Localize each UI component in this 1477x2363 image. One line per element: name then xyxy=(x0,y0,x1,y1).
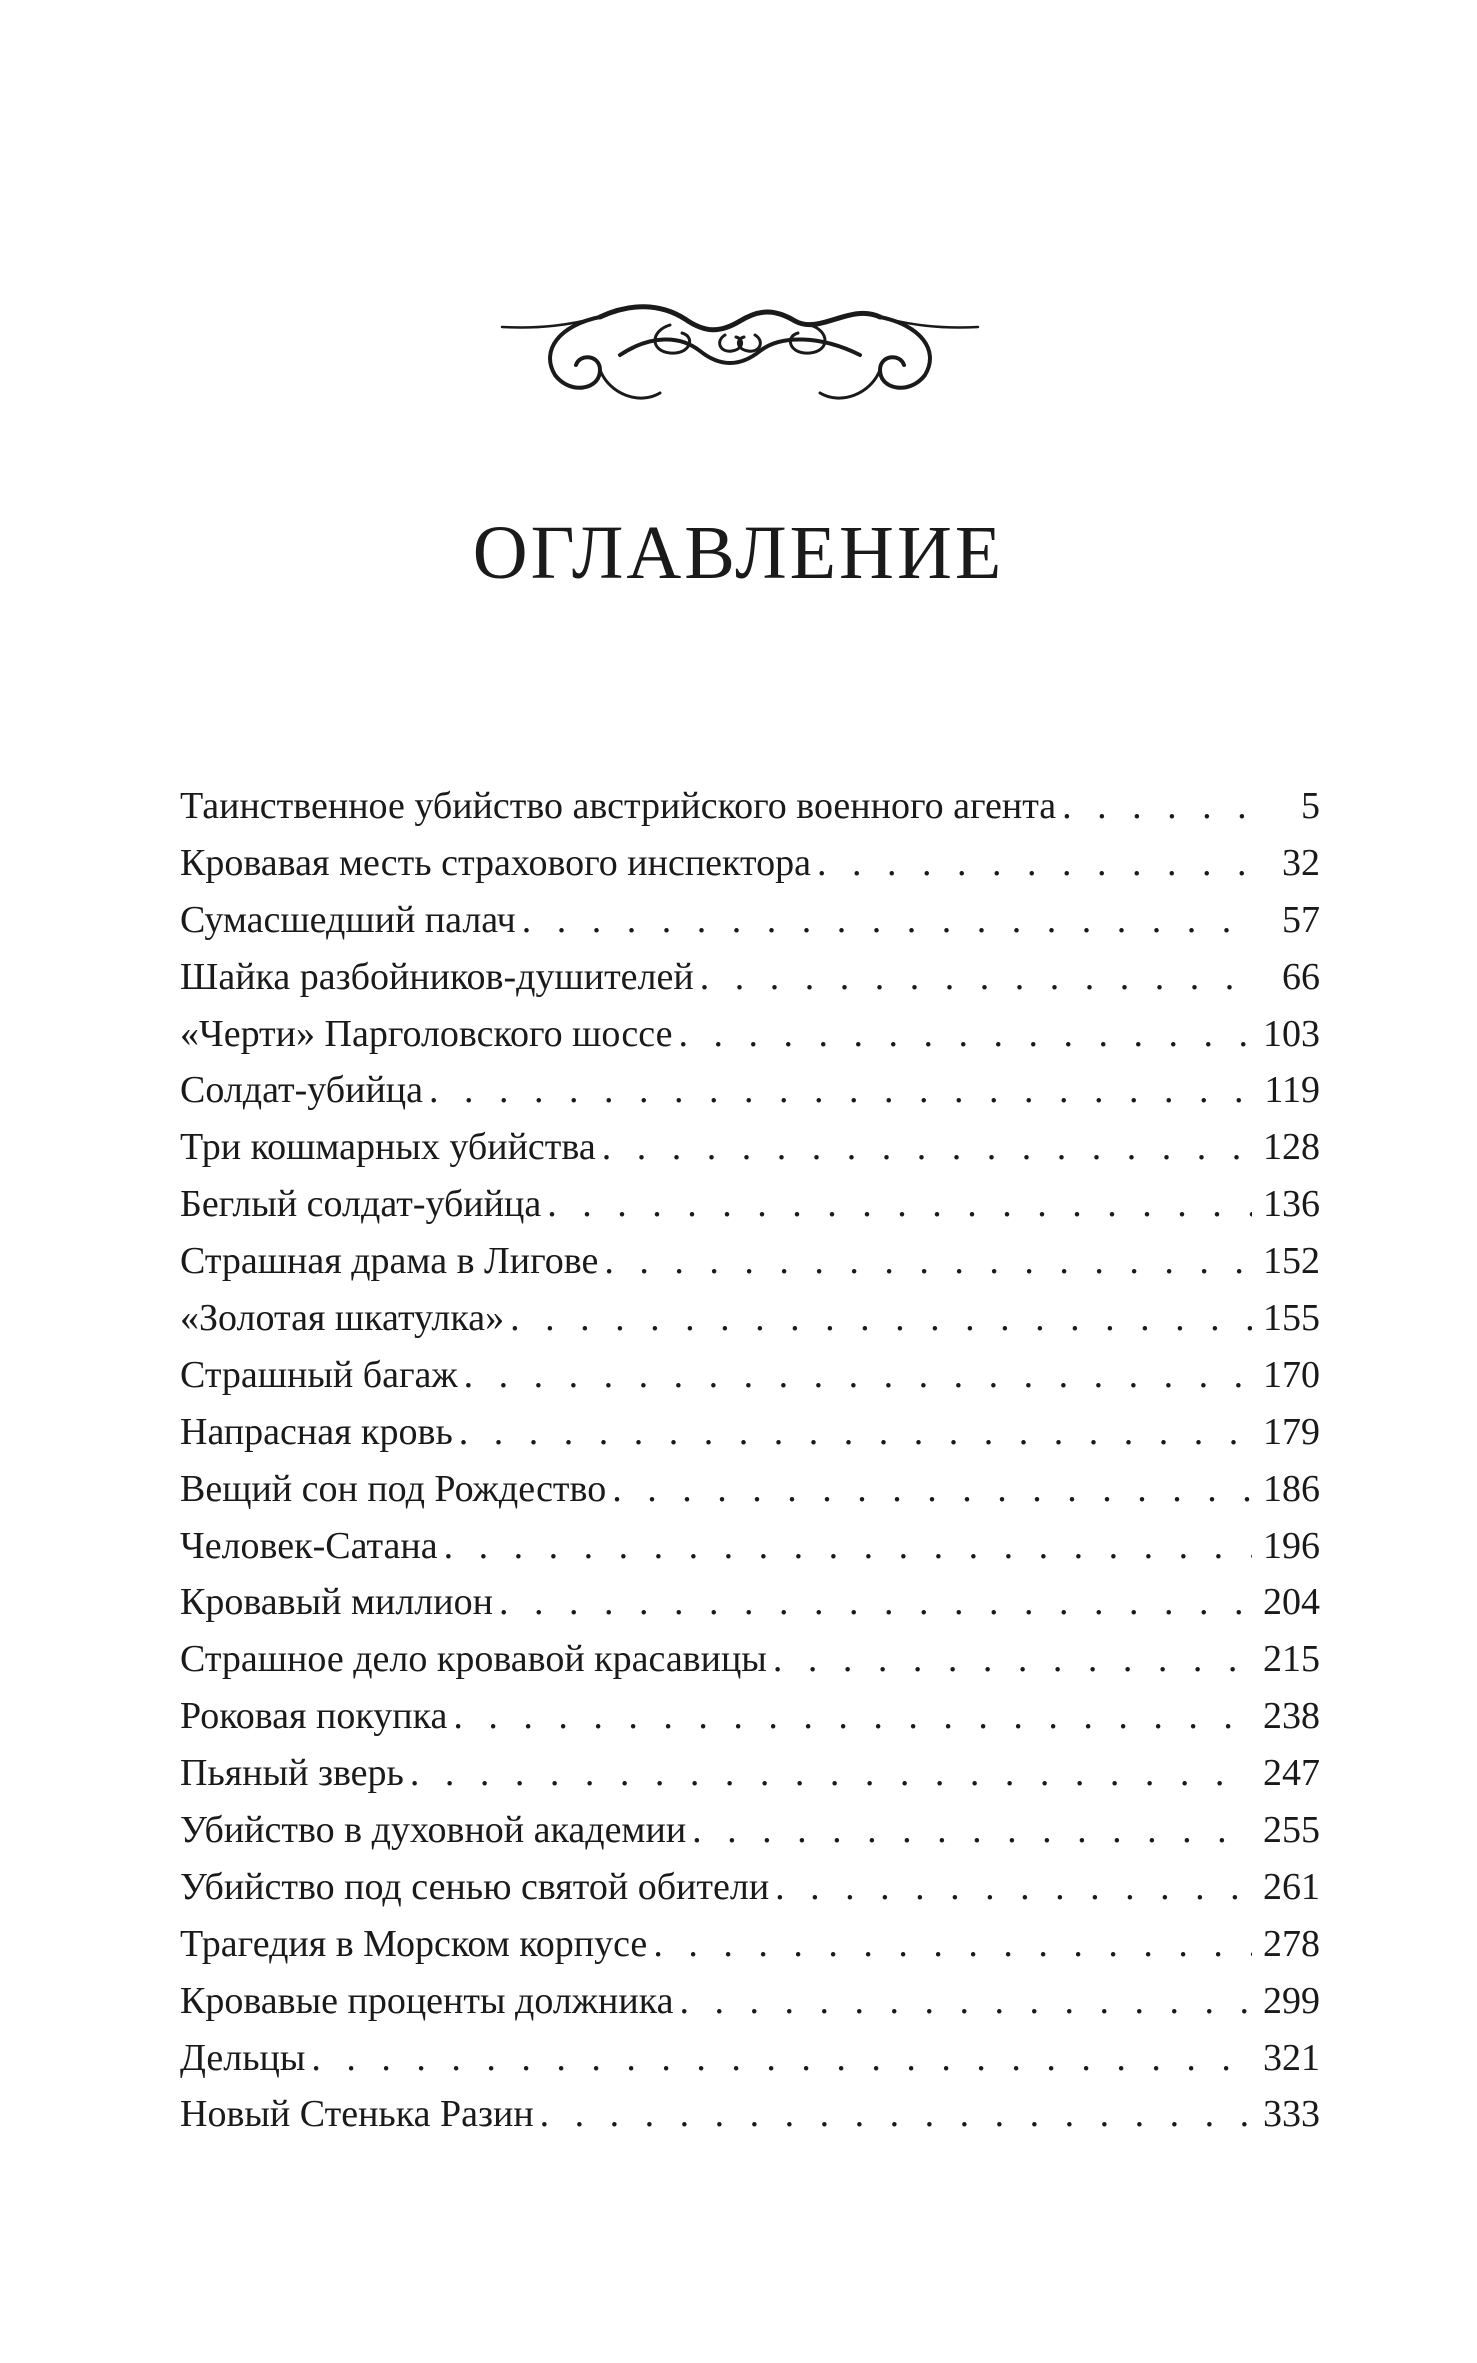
toc-entry xyxy=(180,1688,1320,1745)
toc-entry-page-number: 299 xyxy=(1263,1979,1320,2022)
toc-entry xyxy=(180,1745,1320,1802)
toc-leader-dots xyxy=(602,1119,1252,1176)
toc-leader-dots xyxy=(459,1404,1252,1461)
toc-entry xyxy=(180,949,1320,1006)
toc-entry xyxy=(180,1461,1320,1518)
toc-entry-page-number: 128 xyxy=(1263,1126,1320,1169)
toc-entry-page-number: 32 xyxy=(1282,841,1320,884)
toc-entry xyxy=(180,1518,1320,1575)
toc-leader-dots xyxy=(700,949,1252,1006)
toc-leader-dots xyxy=(773,1631,1252,1688)
toc-entry-title: Страшное дело кровавой красавицы xyxy=(180,1638,767,1681)
toc-entry xyxy=(180,1347,1320,1404)
toc-entry xyxy=(180,1802,1320,1859)
toc-entry-title: Солдат-убийца xyxy=(180,1069,423,1112)
toc-entry-page-number: 136 xyxy=(1263,1183,1320,1226)
toc-entry-page-number: 103 xyxy=(1263,1012,1320,1055)
toc-entry-title: Шайка разбойников-душителей xyxy=(180,955,694,998)
toc-leader-dots xyxy=(429,1062,1252,1119)
toc-entry-page-number: 247 xyxy=(1263,1752,1320,1795)
toc-leader-dots xyxy=(522,892,1252,949)
toc-entry-title: Кровавая месть страхового инспектора xyxy=(180,841,811,884)
toc-entry xyxy=(180,1233,1320,1290)
toc-entry-title: Новый Стенька Разин xyxy=(180,2093,534,2136)
flourish-ornament-icon xyxy=(500,295,980,435)
toc-entry-title: Пьяный зверь xyxy=(180,1752,404,1795)
toc-entry-title: Вещий сон под Рождество xyxy=(180,1467,607,1510)
toc-leader-dots xyxy=(547,1176,1252,1233)
toc-entry xyxy=(180,1404,1320,1461)
page-title: ОГЛАВЛЕНИЕ xyxy=(472,511,1005,595)
toc-entry xyxy=(180,1176,1320,1233)
toc-entry xyxy=(180,1916,1320,1973)
toc-leader-dots xyxy=(499,1574,1252,1631)
toc-entry-title: Кровавые проценты должника xyxy=(180,1979,674,2022)
toc-entry xyxy=(180,1973,1320,2030)
toc-entry xyxy=(180,835,1320,892)
toc-entry-page-number: 57 xyxy=(1282,898,1320,941)
toc-entry-title: Сумасшедший палач xyxy=(180,898,516,941)
toc-entry-page-number: 66 xyxy=(1282,955,1320,998)
toc-entry-title: Дельцы xyxy=(180,2036,306,2079)
toc-leader-dots xyxy=(1062,778,1252,835)
toc-entry-page-number: 5 xyxy=(1301,785,1320,827)
toc-entry-page-number: 170 xyxy=(1263,1353,1320,1396)
toc-leader-dots xyxy=(311,2030,1252,2087)
toc-entry-title: Страшная драма в Лигове xyxy=(180,1240,599,1283)
toc-entry-title: Три кошмарных убийства xyxy=(180,1126,596,1169)
toc-leader-dots xyxy=(540,2086,1252,2143)
toc-entry-title: Убийство под сенью святой обители xyxy=(180,1865,770,1908)
toc-entry xyxy=(180,1859,1320,1916)
table-of-contents xyxy=(180,778,1320,2143)
toc-entry-page-number: 238 xyxy=(1263,1695,1320,1738)
toc-entry-page-number: 215 xyxy=(1263,1638,1320,1681)
toc-entry-page-number: 155 xyxy=(1263,1297,1320,1340)
toc-leader-dots xyxy=(679,1973,1252,2030)
toc-leader-dots xyxy=(692,1802,1252,1859)
toc-entry-page-number: 179 xyxy=(1263,1410,1320,1453)
toc-entry-page-number: 255 xyxy=(1263,1809,1320,1852)
toc-entry-page-number: 152 xyxy=(1263,1240,1320,1283)
toc-leader-dots xyxy=(612,1461,1252,1518)
toc-entry xyxy=(180,2030,1320,2087)
toc-entry-page-number: 186 xyxy=(1263,1467,1320,1510)
toc-entry-page-number: 119 xyxy=(1264,1069,1320,1112)
toc-entry-title: Человек-Сатана xyxy=(180,1524,438,1567)
toc-entry-page-number: 278 xyxy=(1263,1922,1320,1965)
toc-entry-title: Таинственное убийство австрийского военного агента xyxy=(180,785,1057,827)
toc-entry-title: Кровавый миллион xyxy=(180,1581,493,1624)
toc-entry xyxy=(180,1631,1320,1688)
toc-leader-dots xyxy=(510,1290,1252,1347)
toc-entry xyxy=(180,1062,1320,1119)
toc-entry xyxy=(180,2086,1320,2143)
toc-entry xyxy=(180,778,1320,835)
toc-leader-dots xyxy=(817,835,1252,892)
toc-leader-dots xyxy=(464,1347,1252,1404)
toc-leader-dots xyxy=(604,1233,1252,1290)
toc-entry-page-number: 196 xyxy=(1263,1524,1320,1567)
toc-entry xyxy=(180,1006,1320,1063)
toc-entry-page-number: 333 xyxy=(1263,2093,1320,2136)
toc-leader-dots xyxy=(444,1518,1252,1575)
toc-entry-title: Страшный багаж xyxy=(180,1353,458,1396)
toc-entry-title: «Золотая шкатулка» xyxy=(180,1297,505,1340)
toc-leader-dots xyxy=(653,1916,1252,1973)
toc-entry-title: «Черти» Парголовского шоссе xyxy=(180,1012,673,1055)
toc-entry xyxy=(180,1290,1320,1347)
toc-entry-title: Беглый солдат-убийца xyxy=(180,1183,542,1226)
toc-leader-dots xyxy=(410,1745,1252,1802)
toc-entry-page-number: 204 xyxy=(1263,1581,1320,1624)
toc-leader-dots xyxy=(453,1688,1252,1745)
toc-leader-dots xyxy=(678,1006,1252,1063)
toc-entry xyxy=(180,892,1320,949)
toc-entry xyxy=(180,1119,1320,1176)
toc-entry-page-number: 261 xyxy=(1263,1865,1320,1908)
toc-entry-page-number: 321 xyxy=(1263,2036,1320,2079)
toc-entry-title: Напрасная кровь xyxy=(180,1410,453,1453)
toc-leader-dots xyxy=(775,1859,1252,1916)
toc-entry-title: Роковая покупка xyxy=(180,1695,448,1738)
toc-entry-title: Трагедия в Морском корпусе xyxy=(180,1922,648,1965)
toc-entry xyxy=(180,1574,1320,1631)
toc-entry-title: Убийство в духовной академии xyxy=(180,1809,687,1852)
